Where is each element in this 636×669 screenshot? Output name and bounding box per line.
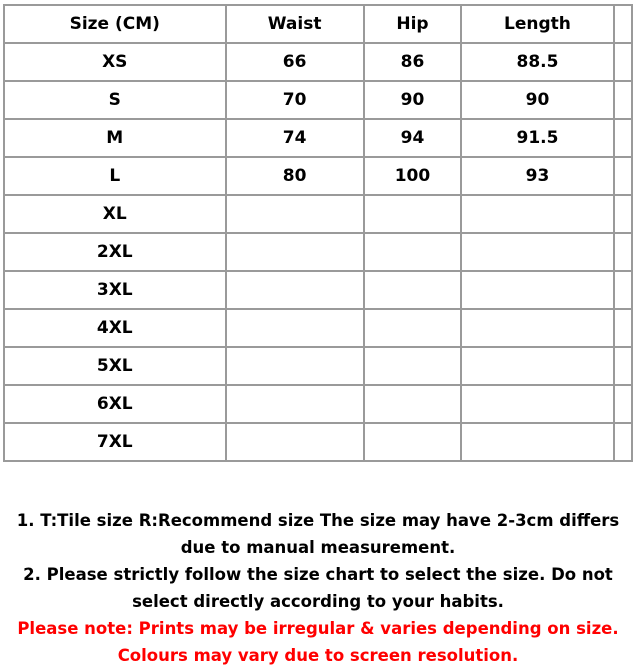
cell-waist (226, 195, 364, 233)
cell-length (461, 271, 613, 309)
cell-hip: 86 (364, 43, 462, 81)
cell-size: L (4, 157, 226, 195)
header-hip: Hip (364, 5, 462, 43)
cell-waist: 70 (226, 81, 364, 119)
cell-length (461, 309, 613, 347)
cell-length: 93 (461, 157, 613, 195)
cell-hip: 90 (364, 81, 462, 119)
cell-extra (614, 271, 632, 309)
cell-waist: 80 (226, 157, 364, 195)
cell-length (461, 385, 613, 423)
cell-hip (364, 271, 462, 309)
cell-size: 4XL (4, 309, 226, 347)
header-extra (614, 5, 632, 43)
cell-length: 88.5 (461, 43, 613, 81)
cell-hip: 100 (364, 157, 462, 195)
cell-waist (226, 385, 364, 423)
cell-extra (614, 81, 632, 119)
cell-waist (226, 271, 364, 309)
cell-hip (364, 309, 462, 347)
table-row (4, 423, 632, 461)
cell-extra (614, 119, 632, 157)
cell-hip: 94 (364, 119, 462, 157)
cell-length (461, 195, 613, 233)
cell-waist (226, 423, 364, 461)
table-row (4, 81, 632, 119)
cell-hip (364, 385, 462, 423)
table-row (4, 347, 632, 385)
cell-extra (614, 43, 632, 81)
cell-hip (364, 347, 462, 385)
cell-size: S (4, 81, 226, 119)
cell-extra (614, 233, 632, 271)
size-chart-table (3, 4, 633, 462)
cell-size: M (4, 119, 226, 157)
cell-extra (614, 423, 632, 461)
note-2: 2. Please strictly follow the size chart to select the size. Do not select directly according to your habits. (23, 565, 613, 611)
cell-size: 6XL (4, 385, 226, 423)
cell-waist (226, 309, 364, 347)
table-body (4, 43, 632, 461)
table-row (4, 385, 632, 423)
cell-extra (614, 385, 632, 423)
cell-length (461, 233, 613, 271)
cell-waist (226, 233, 364, 271)
cell-size: 7XL (4, 423, 226, 461)
cell-waist (226, 347, 364, 385)
warning-prints: Please note: Prints may be irregular & varies depending on size. (17, 619, 619, 638)
cell-hip (364, 233, 462, 271)
table-row (4, 271, 632, 309)
header-waist: Waist (226, 5, 364, 43)
table-row (4, 233, 632, 271)
cell-size: 3XL (4, 271, 226, 309)
cell-size: 2XL (4, 233, 226, 271)
table-row (4, 157, 632, 195)
table-header-row (4, 5, 632, 43)
cell-extra (614, 309, 632, 347)
notes-section (0, 507, 636, 669)
header-length: Length (461, 5, 613, 43)
cell-waist: 74 (226, 119, 364, 157)
cell-size: XS (4, 43, 226, 81)
cell-hip (364, 423, 462, 461)
table-row (4, 119, 632, 157)
cell-length (461, 347, 613, 385)
cell-hip (364, 195, 462, 233)
cell-waist: 66 (226, 43, 364, 81)
table-row (4, 195, 632, 233)
cell-length (461, 423, 613, 461)
table-row (4, 309, 632, 347)
cell-extra (614, 195, 632, 233)
note-1: 1. T:Tile size R:Recommend size The size may have 2-3cm differs due to manual measurement. (16, 511, 620, 557)
cell-extra (614, 347, 632, 385)
cell-size: XL (4, 195, 226, 233)
cell-extra (614, 157, 632, 195)
table-row (4, 43, 632, 81)
cell-size: 5XL (4, 347, 226, 385)
cell-length: 90 (461, 81, 613, 119)
warning-colours: Colours may vary due to screen resolution. (117, 646, 519, 665)
cell-length: 91.5 (461, 119, 613, 157)
header-size: Size (CM) (4, 5, 226, 43)
